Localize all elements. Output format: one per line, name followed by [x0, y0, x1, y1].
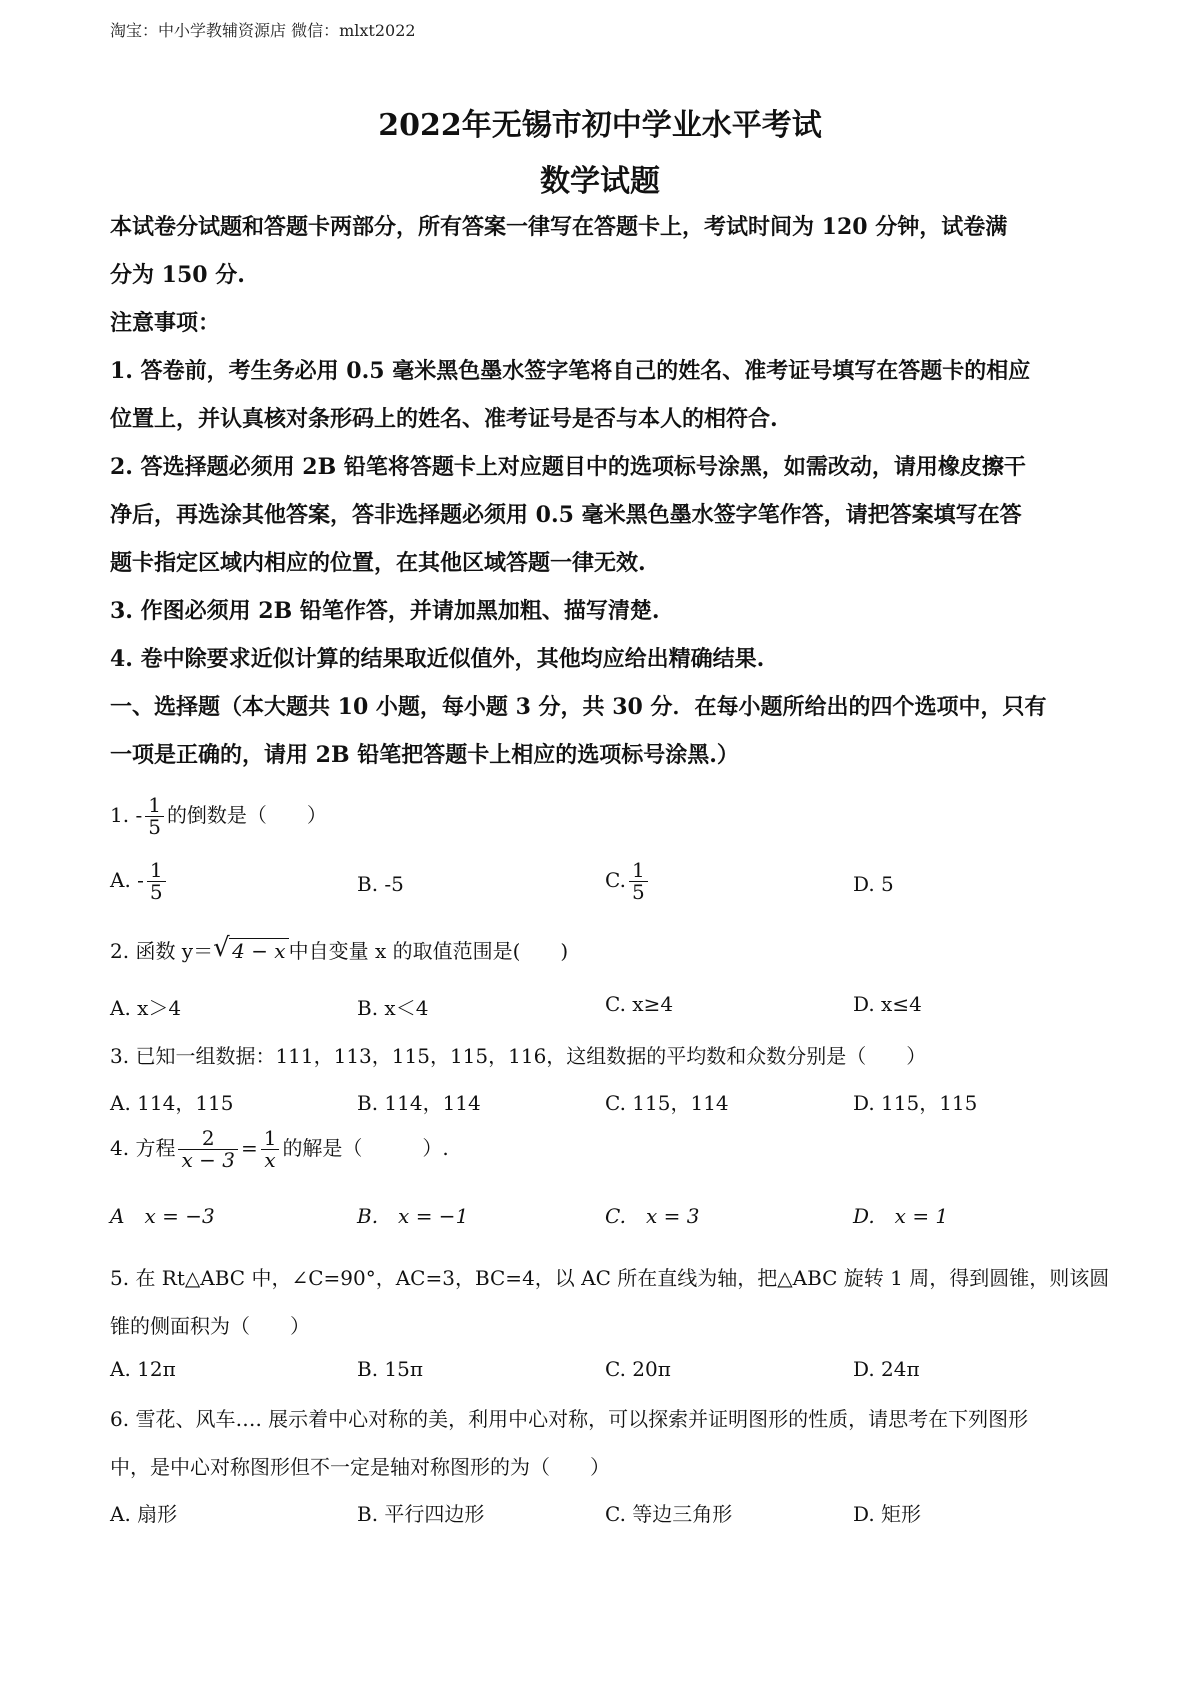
- notice-line-3: 2. 答选择题必须用 2B 铅笔将答题卡上对应题目中的选项标号涂黑，如需改动，请用橡皮擦干: [110, 454, 1026, 480]
- q5-option-d: D. 24π: [853, 1357, 920, 1381]
- intro-line-1: 本试卷分试题和答题卡两部分，所有答案一律写在答题卡上，考试时间为 120 分钟，试卷满: [110, 214, 1008, 240]
- q4-right-numerator: 1: [261, 1128, 280, 1150]
- q2-option-d: D. x≤4: [853, 992, 922, 1016]
- q4-option-c: C. x = 3: [605, 1204, 700, 1228]
- section1-line-2: 一项是正确的，请用 2B 铅笔把答题卡上相应的选项标号涂黑.）: [110, 742, 739, 768]
- q4-right-fraction: [261, 1128, 280, 1171]
- question-5-line-2: 锥的侧面积为（ ）: [110, 1314, 310, 1338]
- q1-numerator: 1: [145, 795, 164, 817]
- q6-option-c: C. 等边三角形: [605, 1502, 733, 1526]
- sqrt-icon: √: [213, 933, 230, 963]
- q4-left-denominator: x − 3: [181, 1148, 235, 1172]
- q4-left-fraction: [178, 1128, 237, 1171]
- question-2-stem: [110, 935, 568, 964]
- question-6-line-1: 6. 雪花、风车…. 展示着中心对称的美，利用中心对称，可以探索并证明图形的性质，请思考在下列图形: [110, 1407, 1029, 1431]
- q2-sqrt: [213, 933, 288, 963]
- q6-option-d: D. 矩形: [853, 1502, 922, 1526]
- notice-line-6: 3. 作图必须用 2B 铅笔作答，并请加黑加粗、描写清楚.: [110, 598, 660, 624]
- q2-option-a: A. x＞4: [110, 996, 182, 1020]
- q1-c-prefix: C.: [605, 868, 626, 892]
- notice-line-1: 1. 答卷前，考生务必用 0.5 毫米黑色墨水签字笔将自己的姓名、准考证号填写在答题卡的相应: [110, 358, 1031, 384]
- question-1-stem: [110, 795, 327, 838]
- q4-suffix: 的解是（ ）.: [282, 1136, 449, 1160]
- q4-option-a: A x = −3: [110, 1204, 215, 1228]
- section1-line-1: 一、选择题（本大题共 10 小题，每小题 3 分，共 30 分．在每小题所给出的四个选项中，只有: [110, 694, 1047, 720]
- q1-option-a: [110, 860, 169, 903]
- q2-prefix: 2. 函数 y＝: [110, 939, 214, 963]
- q3-option-b: B. 114，114: [357, 1091, 481, 1115]
- q5-option-c: C. 20π: [605, 1357, 671, 1381]
- notice-title: 注意事项：: [110, 310, 221, 336]
- q4-prefix: 4. 方程: [110, 1136, 176, 1160]
- q2-option-c: C. x≥4: [605, 992, 674, 1016]
- exam-title: 2022年无锡市初中学业水平考试: [378, 108, 822, 143]
- q3-option-a: A. 114，115: [110, 1091, 234, 1115]
- q1-prefix: 1. -: [110, 803, 143, 827]
- q1-a-denominator: 5: [149, 880, 163, 904]
- q4-right-denominator: x: [264, 1148, 276, 1172]
- question-6-line-2: 中，是中心对称图形但不一定是轴对称图形的为（ ）: [110, 1455, 610, 1479]
- notice-line-5: 题卡指定区域内相应的位置，在其他区域答题一律无效.: [110, 550, 646, 576]
- q4-equals: =: [240, 1136, 258, 1160]
- question-5-line-1: 5. 在 Rt△ABC 中，∠C=90°，AC=3，BC=4，以 AC 所在直线为轴，把△ABC 旋转 1 周，得到圆锥，则该圆: [110, 1266, 1110, 1290]
- q1-c-denominator: 5: [631, 880, 645, 904]
- q6-option-a: A. 扇形: [110, 1502, 178, 1526]
- header-note: 淘宝：中小学教辅资源店 微信：mlxt2022: [110, 21, 416, 40]
- q4-option-b: B. x = −1: [357, 1204, 469, 1228]
- exam-subtitle: 数学试题: [540, 164, 660, 199]
- q4-option-d: D. x = 1: [853, 1204, 949, 1228]
- q6-option-b: B. 平行四边形: [357, 1502, 485, 1526]
- q3-option-d: D. 115，115: [853, 1091, 978, 1115]
- q1-denominator: 5: [148, 815, 161, 839]
- q1-c-fraction: [629, 860, 648, 903]
- q5-option-a: A. 12π: [110, 1357, 176, 1381]
- q1-option-b: B. -5: [357, 872, 404, 896]
- q2-suffix: 中自变量 x 的取值范围是( ): [288, 939, 569, 963]
- intro-line-2: 分为 150 分.: [110, 262, 245, 288]
- notice-line-7: 4. 卷中除要求近似计算的结果取近似值外，其他均应给出精确结果.: [110, 646, 765, 672]
- notice-line-4: 净后，再选涂其他答案，答非选择题必须用 0.5 毫米黑色墨水签字笔作答，请把答案填写在答: [110, 502, 1022, 528]
- question-4-stem: [110, 1128, 449, 1171]
- q4-left-numerator: 2: [178, 1128, 237, 1150]
- q1-a-fraction: [147, 860, 166, 903]
- q1-a-prefix: A. -: [110, 868, 144, 892]
- q2-option-b: B. x＜4: [357, 996, 429, 1020]
- question-3-stem: 3. 已知一组数据：111，113，115，115，116，这组数据的平均数和众数分别是（ ）: [110, 1044, 927, 1068]
- q5-option-b: B. 15π: [357, 1357, 424, 1381]
- q1-c-numerator: 1: [629, 860, 648, 882]
- q1-option-d: D. 5: [853, 872, 894, 896]
- q1-suffix: 的倒数是（ ）: [166, 803, 327, 827]
- q1-option-c: [605, 860, 651, 903]
- notice-line-2: 位置上，并认真核对条形码上的姓名、准考证号是否与本人的相符合.: [110, 406, 778, 432]
- q1-fraction: [145, 795, 164, 838]
- q1-a-numerator: 1: [147, 860, 166, 882]
- q2-radicand: 4 − x: [229, 938, 288, 963]
- q3-option-c: C. 115，114: [605, 1091, 729, 1115]
